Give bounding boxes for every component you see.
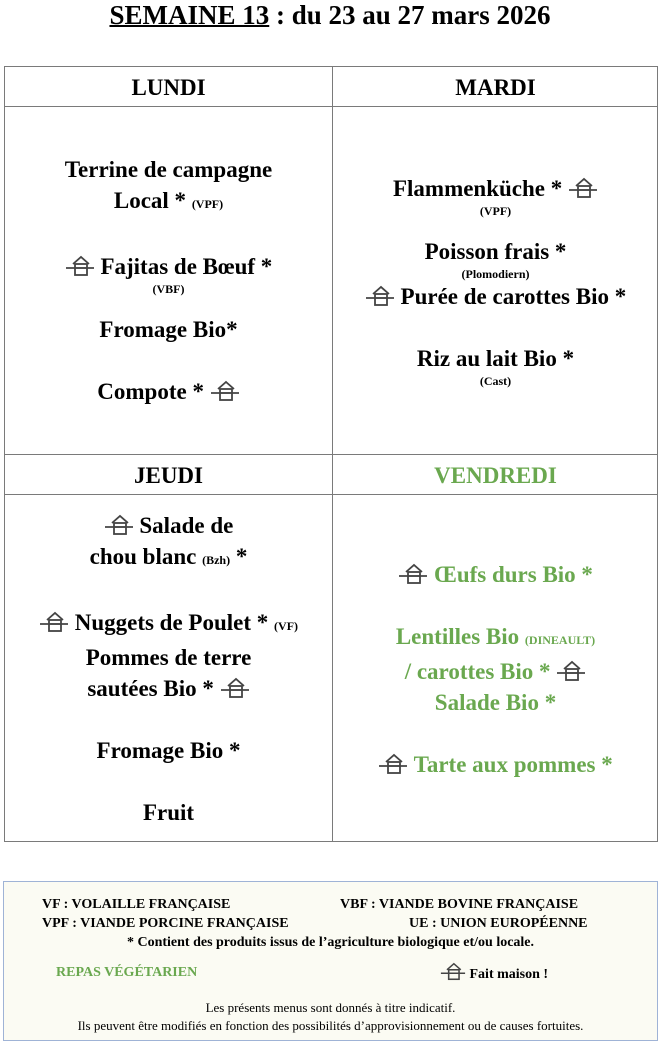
house-icon — [39, 611, 69, 633]
day-header-vendredi: VENDREDI — [434, 463, 557, 488]
dish-riz-origin: (Cast) — [479, 374, 512, 388]
menu-cell-vendredi — [332, 495, 659, 843]
dish-fajitas-origin: (VBF) — [152, 282, 185, 296]
house-icon — [210, 380, 240, 402]
dish-riz: Riz au lait Bio * — [416, 346, 575, 371]
page-title — [0, 0, 660, 30]
week-dates: : du 23 au 27 mars 2026 — [269, 0, 551, 30]
legend-box — [3, 881, 658, 1041]
dish-pommes-de-terre: Pommes de terre sautées Bio * — [85, 645, 252, 701]
legend-vegetarian: REPAS VÉGÉTARIEN — [56, 965, 198, 980]
dish-flammenkuche-origin: (VPF) — [479, 204, 512, 218]
dish-poisson-origin: (Plomodiern) — [461, 267, 530, 281]
day-header-lundi: LUNDI — [131, 75, 206, 100]
menu-table — [4, 66, 658, 842]
dish-fajitas: Fajitas de Bœuf * — [65, 251, 273, 282]
dish-salade-chou: Salade de chou blanc (Bzh) * — [89, 513, 248, 569]
dish-nuggets: Nuggets de Poulet * (VF) — [39, 607, 298, 642]
dish-puree: Purée de carottes Bio * — [365, 281, 626, 312]
legend-ue: UE : UNION EUROPÉENNE — [409, 916, 588, 931]
legend-vf: VF : VOLAILLE FRANÇAISE — [42, 897, 231, 912]
house-icon — [104, 514, 134, 536]
dish-flammenkuche: Flammenküche * — [393, 173, 598, 204]
day-header-jeudi: JEUDI — [133, 463, 203, 488]
menu-cell-lundi — [5, 107, 332, 454]
dish-tarte: Tarte aux pommes * — [378, 749, 612, 780]
house-icon — [568, 177, 598, 199]
dish-oeufs: Œufs durs Bio * — [398, 559, 593, 590]
house-icon — [65, 255, 95, 277]
day-header-mardi: MARDI — [455, 75, 536, 100]
house-icon — [440, 962, 466, 981]
house-icon — [365, 285, 395, 307]
menu-cell-jeudi — [5, 495, 332, 843]
dish-fruit: Fruit — [142, 800, 195, 825]
legend-note: Les présents menus sont donnés à titre indicatif. — [205, 1000, 456, 1015]
house-icon — [220, 677, 250, 699]
house-icon — [556, 660, 586, 682]
legend-homemade: Fait maison ! — [440, 962, 548, 983]
menu-cell-mardi — [332, 107, 659, 454]
dish-compote: Compote * — [97, 376, 239, 407]
house-icon — [378, 753, 408, 775]
dish-terrine: Terrine de campagne Local * (VPF) — [64, 157, 273, 213]
legend-vbf: VBF : VIANDE BOVINE FRANÇAISE — [340, 897, 579, 912]
legend-note: Ils peuvent être modifiés en fonction des possibilités d’approvisionnement ou de causes fortuites. — [77, 1018, 584, 1033]
dish-fromage: Fromage Bio* — [99, 317, 238, 342]
dish-fromage: Fromage Bio * — [96, 738, 241, 763]
house-icon — [398, 563, 428, 585]
week-number: SEMAINE 13 — [109, 0, 270, 30]
legend-vpf: VPF : VIANDE PORCINE FRANÇAISE — [42, 916, 289, 931]
legend-bio: * Contient des produits issus de l’agriculture biologique et/ou locale. — [126, 935, 535, 950]
dish-lentilles: Lentilles Bio (DINEAULT) / carottes Bio * Salade Bio * — [395, 623, 596, 715]
dish-poisson: Poisson frais * — [424, 239, 567, 264]
